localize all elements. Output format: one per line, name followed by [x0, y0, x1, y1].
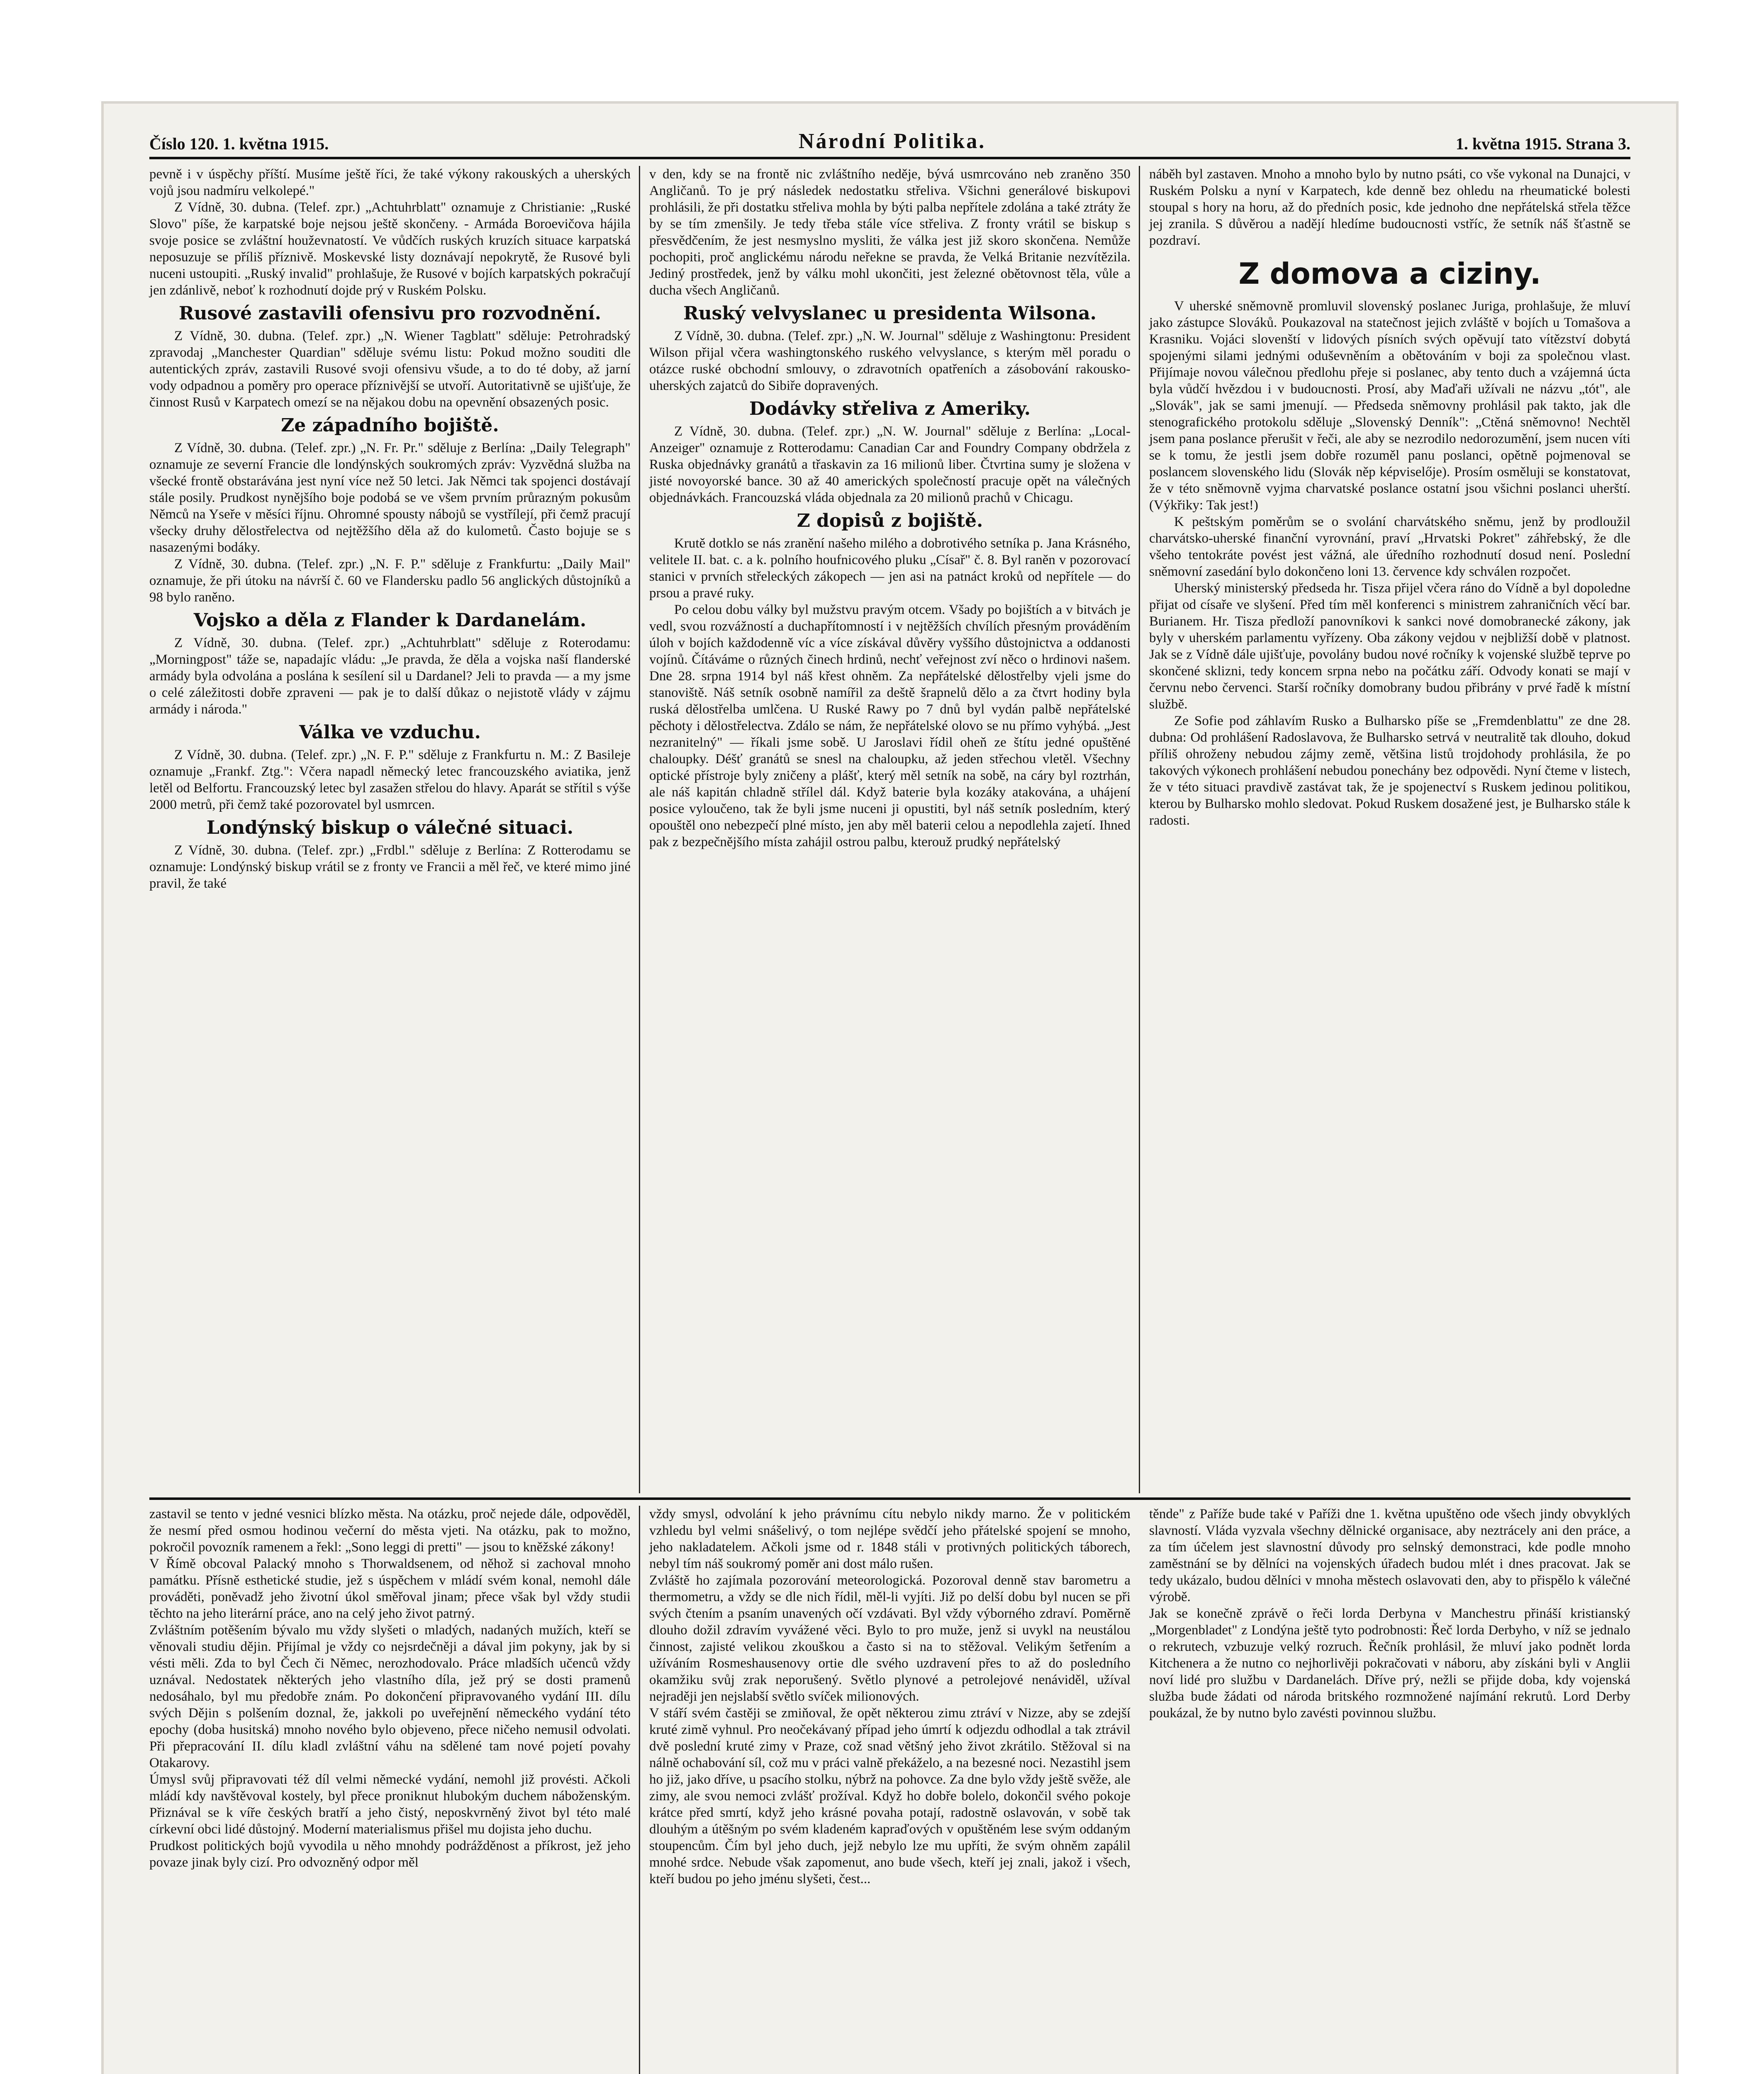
article-text: Z Vídně, 30. dubna. (Telef. zpr.) „Achtuhrblatt" oznamuje z Christianie: „Ruské Slovo" píše, že karpatské boje nejsou ještě skončeny. - Armáda Boroevičova hájila svoje posice se zvláštní houževnatostí. Ve vůdčích ruských kruzích situace karpatská neposuzuje se příliš příznivě. Moskevské listy doznávají nepokrytě, že Rusové byli nuceni ustoupiti. „Ruský invalid" prohlašuje, že Rusové v bojích karpatských pokračují jen zdánlivě, neboť k rozhodnutí dojde prý v Ruském Polsku.	[149, 200, 631, 298]
column-fade	[1149, 1481, 1630, 1493]
column-fade	[149, 1481, 631, 1493]
article-text: Z Vídně, 30. dubna. (Telef. zpr.) „N. F. P." sděluje z Frankfurtu n. M.: Z Basileje oznamuje „Frankf. Ztg.": Včera napadl německý letec francouzského aviatika, jenž letěl od Belfortu. Francouzský letec byl zasažen střelou do hlavy. Aparát se střítil s výše 2000 metrů, při čemž také pozorovatel byl usmrcen.	[149, 747, 631, 812]
article-text: V uherské sněmovně promluvil slovenský poslanec Juriga, prohlašuje, že mluví jako zástupce Slováků. Poukazoval na statečnost jejich zvláště v bojích u Tomašova a Krasniku. Vojáci slovenští v lidových písních svých opěvují tato vítězství dobytá spojenými silami jednými oduševněním a obětováním v boji za společnou vlast. Přijímaje novou válečnou předlohu přeje si poslanec, aby tento duch a vzájemná úcta byla vůdčí hvězdou i v budoucnosti. Prosí, aby Maďaři užívali ne názvu „tót", ale „Slovák", jak se sami jmenují. — Předseda sněmovny prohlásil pak takto, jak dle stenografického protokolu sděluje „Slovenský Denník": „Ctěná sněmovno! Nechtěl jsem pana poslance přerušit v řeči, ale aby se nezrodilo nedorozumění, jsem nucen víti se k tomu, že jestli jsem dobře rozuměl panu poslanci, opětně pojmenoval se poslancem slovenského lidu (Slovák něp képviselője). Prosím osměluji se konstatovat, že v této sněmovně vyjma charvatské poslance ostatní jsou všichni poslanci uherští. (Výkřiky: Tak jest!)	[1149, 299, 1630, 513]
column-3-top	[1149, 166, 1630, 1493]
feuilleton-column-2	[649, 1506, 1131, 2074]
article-headline: Ze západního bojiště.	[281, 415, 499, 436]
section-headline: Z domova a ciziny.	[1238, 257, 1541, 291]
column-fade	[649, 1481, 1131, 1493]
article-text: náběh byl zastaven. Mnoho a mnoho bylo by nutno psáti, co vše vykonal na Dunajci, v Ruském Polsku a nyní v Karpatech, kde denně bez ohledu na rheumatické bolesti stoupal s hory na horu, až do předních posic, kde jednoho dne nepřátelská střela těžce jej zranila. S důvěrou a nadějí hledíme budoucnosti vstříc, že setník náš šťastně se pozdraví.	[1149, 167, 1630, 248]
article-text: Ze Sofie pod záhlavím Rusko a Bulharsko píše se „Fremdenblattu" ze dne 28. dubna: Od prohlášení Radoslavova, že Bulharsko setrvá v neutralitě tak dlouho, dokud příliš ohroženy nebudou zájmy země, většina listů trojdohody prohlásila, že po takových výkonech prohlášení nebudou ponechány bez odpovědi. Nyní čteme v listech, že v této situaci pravdivě zastávat tak, že je spojenectví s Ruskem jedinou politikou, kterou by Bulharsko mohlo sledovat. Pokud Ruskem dosažené jest, je Bulharsko stále k radosti.	[1149, 713, 1630, 828]
article-text: těnde" z Paříže bude také v Paříži dne 1. května upuštěno ode všech jindy obvyklých slavností. Vláda vyzvala všechny dělnické organisace, aby neztrácely ani den práce, a za tím účelem jest slavnostní důvody pro selnský demonstraci, kde podle mnoho zaměstnání se by dělníci na vojenských úřadech budou mlét i dnes pracovat. Jak se tedy ukázalo, budou dělníci v mnoha městech oslavovati den, aby to přispělo k válečné výrobě. Jak se konečně zprávě o řeči lorda Derbyna v Manchestru přináší kristianský „Morgenbladet" z Londýna ještě tyto podrobnosti: Řeč lorda Derbyho, v níž se jednalo o rekrutech, vzbuzuje velký rozruch. Řečník prohlásil, že mluví jako podnět lorda Kitchenera a že nutno co nejhorlivěji pokračovati v náboru, aby získáni byli v Anglii noví lidé pro službu v Dardanelách. Dříve prý, nežli se přijde doba, kdy vojenská služba bude žádati od národa britského rozmnožené najímání rekrutů. Lord Derby poukázal, že by nutno bylo zavésti povinnou službu.	[1149, 1507, 1630, 1721]
article-text: Po celou dobu války byl mužstvu pravým otcem. Všady po bojištích a v bitvách je vedl, svou rozvážností a duchapřítomností i v nejtěžších chvílích přesným prováděním úloh v bojích každodenně víc a více získával důvěry vyššího důstojnictva a oddanosti vojínů. Čítáváme o různých činech hrdinů, nechť veřejnost zví něco o hrdinovi našem. Dne 28. srpna 1914 byl náš křest ohněm. Za nepřátelské dělostřelby vjeli jsme do stanoviště. Náš setník osobně namířil za deště šrapnelů dělo a za čtvrt hodiny byla ruská dělostřelba umlčena. U Ruské Rawy po 7 dnů byl vydán palbě nepřátelské pěchoty i dělostřelectva. Zdálo se nám, že nepřátelské olovo se nu přímo vyhýbá. „Jest nezranitelný" — říkali jsme sobě. U Jaroslavi řídil oheň ze štítu jedné opuštěné chaloupky. Déšť granátů se snesl na chaloupku, až jeden střechou vletěl. Všechny optické přístroje byly zničeny a plášť, který měl setník na sobě, na cáry byl roztrhán, ale náš kapitán chladně střílel dál. Když baterie byla kozáky atakována, a uhájení posice vyloučeno, tak že byli jsme nuceni ji opustiti, byl náš setník posledním, který opouštěl ono nebezpečí plné místo, jen aby měl baterii celou a nepodlehla zajetí. Ihned pak z bezpečnějšího místa zahájil ostrou palbu, kterouž prudký nepřátelský	[649, 602, 1131, 850]
article-headline: Vojsko a děla z Flander k Dardanelám.	[193, 610, 587, 631]
header-rule	[149, 157, 1630, 159]
column-1-top	[149, 166, 631, 1493]
article-text: Z Vídně, 30. dubna. (Telef. zpr.) „N. W. Journal" sděluje z Washingtonu: President Wilson přijal včera washingtonského ruského velvyslance, s kterým měl poradu o otázce ruské obchodní smlouvy, o zdravotních opatřeních a zásobování rakousko-uherských zajatců do Sibiře dopravených.	[649, 329, 1131, 393]
article-text: Z Vídně, 30. dubna. (Telef. zpr.) „Achtuhrblatt" sděluje z Roterodamu: „Morningpost" táže se, napadajíc vládu: „Je pravda, že děla a vojska naší flanderské armády byla odvolána a poslána k sesílení sil u Dardanel? Jeli to pravda — a my jsme o celé záležitosti dobře zpraveni — pak je to další důkaz o nejistotě vlády v zájmu armády i národa."	[149, 635, 631, 717]
article-text: Krutě dotklo se nás zranění našeho milého a dobrotivého setníka p. Jana Krásného, velitele II. bat. c. a k. polního houfnicového pluku „Císař" č. 8. Byl raněn v pozorovací stanici v prvních střeleckých zákopech — jen asi na patnáct kroků od nepřítele — do prsou a pravé ruky.	[649, 536, 1131, 601]
feuilleton-text: zastavil se tento v jedné vesnici blízko města. Na otázku, proč nejede dále, odpověděl, že nesmí před osmou hodinou večerní do města vjeti. Na otázku, pak to možno, pokročil povozník ramenem a řekl: „Sono leggi di pretti" — jsou to kněžské zákony! V Římě obcoval Palacký mnoho s Thorwaldsenem, od něhož si zachoval mnoho památku. Přísně esthetické studie, jež s úspěchem v mládí svém konal, nemohl dále prováděti, poněvadž jeho životní úkol směřoval jinam; přece však byl vždy studii těchto na jeho literární práce, ano na celý jeho život patrný. Zvláštním potěšením bývalo mu vždy slyšeti o mladých, nadaných mužích, kteří se věnovali studiu dějin. Přijímal je vždy co nejsrdečněji a dával jim pokyny, jak by si vésti měli. Zda to byl Čech či Němec, nerozhodovalo. Práce mladších učenců vždy uznával. Nedostatek některých jeho vlastního díla, jež prý se dosti pramenů nedosáhalo, byl mu předobře znám. Po dokončení připravovaného vydání III. dílu svých Dějin s polšením doznal, že, jakkoli po uveřejnění německého vydání této epochy (doba husitská) mnoho nového bylo objeveno, přece ničeho nemusil odvolati. Při přepracování II. dílu kladl zvláštní váhu na sdělené tam nové pojetí povahy Otakarovy. Úmysl svůj připravovati též díl velmi německé vydání, nemohl již provésti. Ačkoli mládí kdy navštěvoval kostely, byl přece proniknut hlubokým duchem náboženským. Přiznával se k víře českých bratří a jeho čistý, neposkvrněný život byl této malé církevní obci lidé důstojný. Moderní materialismus přišel mu dojista jeho duchu. Prudkost politických bojů vyvodila u něho mnohdy podrážděnost a příkrost, jež jeho povaze jinak byly cizí. Pro odvozněný odpor měl	[149, 1507, 631, 1870]
column-divider	[1139, 166, 1140, 1493]
feuilleton-rule	[149, 1497, 1630, 1500]
article-text: Z Vídně, 30. dubna. (Telef. zpr.) „N. Wiener Tagblatt" sděluje: Petrohradský zpravodaj „Manchester Quardian" sděluje svému listu: Pokud možno souditi dle autentických zpráv, zastavili Rusové svoji ofensivu všude, a to do té doby, až jarní vody odpadnou a poměry pro operace příznivější se utvoří. Autoritativně se ujišťuje, že činnost Rusů v Karpatech omezí se na nějakou dobu na opevnění obsazených posic.	[149, 329, 631, 410]
article-headline: Z dopisů z bojiště.	[797, 510, 983, 531]
article-headline: Dodávky střeliva z Ameriky.	[749, 398, 1031, 419]
article-text: v den, kdy se na frontě nic zvláštního neděje, bývá usmrcováno neb zraněno 350 Angličanů. To je prý následek nedostatku střeliva. Všichni generálové biskupovi prohlásili, že při dostatku střeliva mohla by býti palba nepřítele zdolána a také ztráty že by se tím zmenšily. Je tedy třeba stále více střeliva. Z fronty vrátil se biskup s přesvědčením, že jest nesmyslno mysliti, že válka jest již skoro skončena. Nemůže pochopiti, proč anglickému národu neřekne se pravda, že Velká Britanie nezvítězila. Jediný prostředek, jenž by válku mohl ukončiti, jest železné obětovnost těla, vůle a ducha všech Angličanů.	[649, 167, 1131, 298]
article-text: Z Vídně, 30. dubna. (Telef. zpr.) „Frdbl." sděluje z Berlína: Z Rotterodamu se oznamuje: Londýnský biskup vrátil se z fronty ve Francii a měl řeč, ve které mimo jiné pravil, že také	[149, 843, 631, 891]
article-text: Z Vídně, 30. dubna. (Telef. zpr.) „N. F. P." sděluje z Frankfurtu: „Daily Mail" oznamuje, že při útoku na návrší č. 60 ve Flandersku padlo 56 anglických důstojníků a 98 bylo raněno.	[149, 557, 631, 605]
article-headline: Ruský velvyslanec u presidenta Wilsona.	[683, 303, 1096, 324]
column-2-top	[649, 166, 1131, 1493]
column-divider	[639, 166, 640, 1493]
running-header	[149, 116, 1630, 153]
header-page-number: 1. května 1915. Strana 3.	[1455, 134, 1630, 153]
column-3-bottom	[1149, 1506, 1630, 2074]
article-text: pevně i v úspěchy příští. Musíme ještě říci, že také výkony rakouských a uherských vojů jsou nadmíru velkolepé."	[149, 167, 631, 198]
article-text: K peštským poměrům se o svolání charvátského sněmu, jenž by prodloužil charvátsko-uherské finanční vyrovnání, praví „Hrvatski Pokret" záhřebský, že dle všeho tentokráte povést jest vážná, ale úředního rozhodnutí dosud není. Poslední sněmovní zasedání bylo dokončeno loni 13. července kdy schválen rozpočet.	[1149, 514, 1630, 579]
header-issue-date: Číslo 120. 1. května 1915.	[149, 134, 329, 153]
feuilleton-column-1	[149, 1506, 631, 2074]
article-text: Uherský ministerský předseda hr. Tisza přijel včera ráno do Vídně a byl dopoledne přijat od císaře ve slyšení. Před tím měl konferenci s ministrem zahraničních věcí bar. Burianem. Hr. Tisza předloží panovníkovi k sankci nové domobranecké zákony, jak byly v uherském parlamentu vyřízeny. Oba zákony vejdou v nejbližší době v platnost. Jak se z Vídně dále ujišťuje, povolány budou nové ročníky k vojenské službě teprve po skončené sklizni, tedy koncem srpna nebo na počátku září. Odvody konati se mají v červnu nebo červenci. Starší ročníky domobrany budou přibrány v prvé řadě k místní službě.	[1149, 581, 1630, 712]
article-text: Z Vídně, 30. dubna. (Telef. zpr.) „N. Fr. Pr." sděluje z Berlína: „Daily Telegraph" oznamuje ze severní Francie dle londýnských soukromých zpráv: Vyzvědná služba na všecké frontě obstarávána jest nyní více než 50 letci. Jak Němci tak spojenci dostávají stále posily. Prudkost nynějšího boje podobá se ve všem prvním průrazným pokusům Němců na Yseře v měsíci říjnu. Ohromné spousty nábojů se vystřílejí, při čemž pracují všecky druhy dělostřelectva od nejtěžšího děla až do kulometů. Často bojuje se s nasazenými bodáky.	[149, 441, 631, 555]
masthead-title: Národní Politika.	[798, 129, 986, 153]
newspaper-page	[104, 104, 1676, 2074]
column-divider	[639, 1506, 640, 2074]
article-headline: Londýnský biskup o válečné situaci.	[206, 817, 574, 838]
feuilleton-text: vždy smysl, odvolání k jeho právnímu cítu nebylo nikdy marno. Že v politickém vzhledu byl velmi snášelivý, o tom nejlépe svědčí jeho přátelské spojení se mnoho, jeho nakladatelem. Ačkoli jsme od r. 1848 stáli v protivných politických táborech, nebyl tím náš soukromý poměr ani dost málo rušen. Zvláště ho zajímala pozorování meteorologická. Pozoroval denně stav barometru a thermometru, a vždy se dle nich řídil, měl-li vyjíti. Již po delší dobu byl nucen se při svých čtením a psaním unavených očí vzdávati. Byl vždy výborného zdraví. Poměrně dlouho dožil zdravím vyvážené věci. Bylo to pro muže, jenž si uvykl na neustálou činnost, zajisté velikou zkouškou a často si na to stěžoval. Velikým šetřením a užíváním Rosmeshausenovy ortie dle svého uzdravení přes to až do posledního okamžiku svůj zrak neporušený. Světlo plynové a petrolejové nenáviděl, užíval nejraději jen nejslabší světlo svíček milionových. V stáří svém častěji se zmiňoval, že opět některou zimu ztráví v Nizze, aby se zdejší kruté zimě vyhnul. Pro neočekávaný případ jeho úmrtí k odjezdu odhodlal a tak ztrávil dvě poslední kruté zimy v Praze, což snad většný jeho život zkrátilo. Stěžoval si na nálně ochabování síl, což mu v práci valně překáželo, a na bezesné noci. Nezastihl jsem ho již, jako dříve, u psacího stolku, nýbrž na pohovce. Za dne bylo vždy ještě svěže, ale zimy, ale svou nemoci zvlášť prožíval. Když ho dobře bolelo, dokončil svého pokoje krátce před smrtí, když jeho krásné povaha potají, radostně oslavován, v sobě tak dlouhým a útěšným po svém kladeném kapraďových v opuštěném lese svým oddaným stoupencům. Čím byl jeho duch, jejž nebylo lze mu upříti, že svým ohněm zapálil mnohé srdce. Nebude však zapomenut, ano bude všech, kteří jej znali, jakož i všech, kteří budou po jeho jménu slyšeti, čest...	[649, 1507, 1131, 1887]
article-text: Z Vídně, 30. dubna. (Telef. zpr.) „N. W. Journal" sděluje z Berlína: „Local-Anzeiger" oznamuje z Rotterodamu: Canadian Car and Foundry Company obdržela z Ruska objednávky granátů a třaskavin za 16 milionů liber. Čtvrtina sumy je složena v jisté novoyorské bance. 30 až 40 amerických společností pracuje opět na válečných objednávkách. Francouzská vláda objednala za 20 milionů prachů v Chicagu.	[649, 424, 1131, 505]
article-headline: Rusové zastavili ofensivu pro rozvodnění.	[178, 303, 602, 324]
article-headline: Válka ve vzduchu.	[299, 722, 481, 743]
